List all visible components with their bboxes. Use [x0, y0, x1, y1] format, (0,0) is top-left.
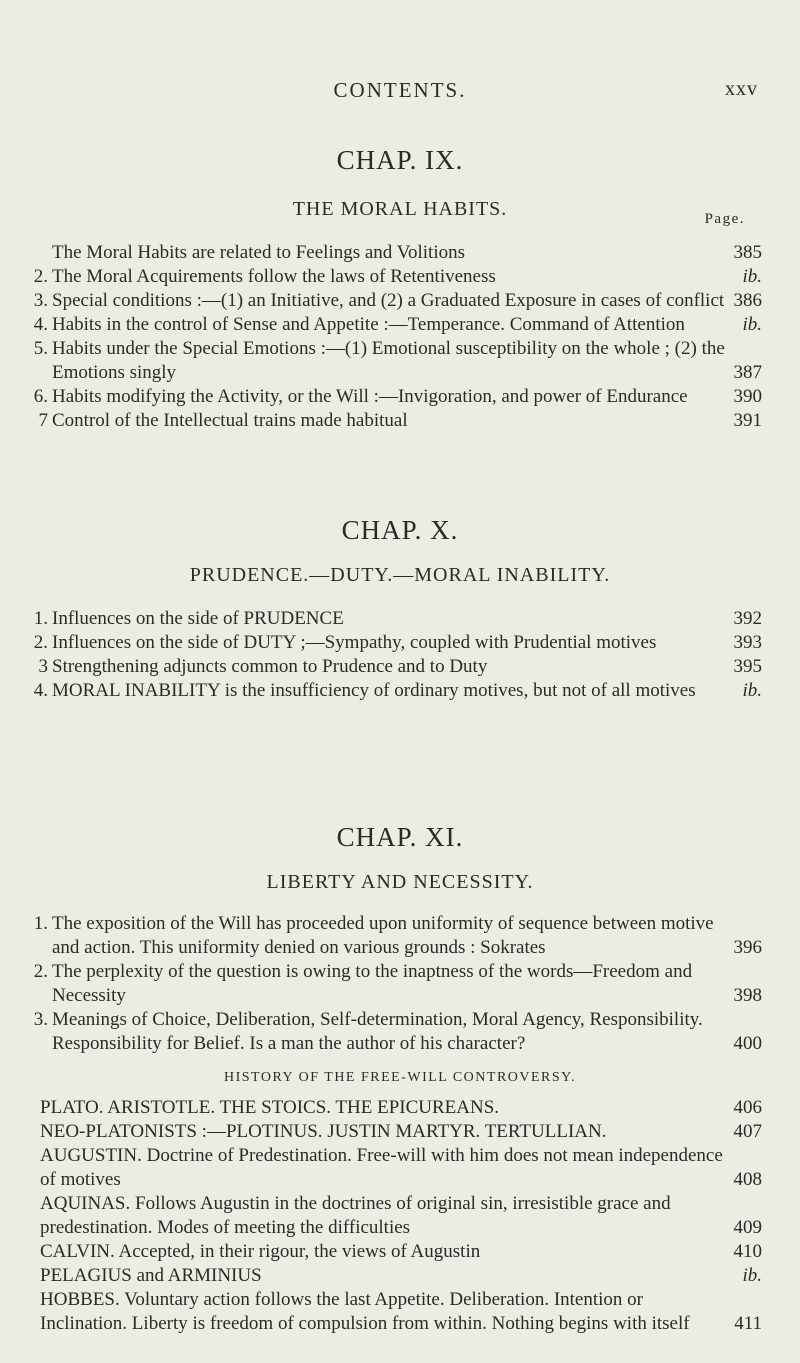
entry-page: 400	[733, 1033, 762, 1054]
entry-text: PLATO. ARISTOTLE. THE STOICS. THE EPICUREANS.	[40, 1097, 500, 1118]
entry-page: 396	[733, 937, 762, 958]
entry-page: 387	[733, 362, 762, 383]
entry-number: 5.	[33, 338, 48, 359]
toc-entry	[0, 679, 800, 703]
entry-page: 395	[733, 656, 762, 677]
history-entry	[0, 1096, 800, 1120]
entry-text: NEO-PLATONISTS :—PLOTINUS. JUSTIN MARTYR. TERTULLIAN.	[40, 1121, 607, 1142]
history-subheading: HISTORY OF THE FREE-WILL CONTROVERSY.	[224, 1070, 576, 1085]
entry-page: 407	[733, 1121, 762, 1142]
entry-number: 4.	[33, 680, 48, 701]
history-entry	[0, 1240, 800, 1264]
toc-entry	[0, 607, 800, 631]
entry-page: ib.	[742, 680, 762, 701]
entry-number: 6.	[33, 386, 48, 407]
entry-text: Strengthening adjuncts common to Prudence and to Duty	[52, 656, 488, 677]
history-entries	[0, 1096, 800, 1336]
entry-text: Habits modifying the Activity, or the Will :—Invigoration, and power of Endurance	[52, 386, 688, 407]
entry-text: Habits in the control of Sense and Appetite :—Temperance. Command of Attention	[52, 314, 685, 335]
entry-text: The exposition of the Will has proceeded upon uniformity of sequence between motive and action. This uniformity denied on various grounds : Sokrates	[52, 913, 714, 958]
chapter-heading: CHAP. IX.	[336, 145, 464, 175]
entry-text: The Moral Acquirements follow the laws of Retentiveness	[52, 266, 496, 287]
entry-text: Habits under the Special Emotions :—(1) Emotional susceptibility on the whole ; (2) the Emotions singly	[52, 338, 725, 383]
toc-entry	[0, 1008, 800, 1056]
entry-text: Control of the Intellectual trains made habitual	[52, 410, 408, 431]
chapter-entries	[0, 241, 800, 433]
running-head-title: CONTENTS.	[333, 78, 467, 102]
entry-page: ib.	[742, 314, 762, 335]
history-entry	[0, 1192, 800, 1240]
entry-number: 2.	[33, 632, 48, 653]
entry-number: 2.	[33, 961, 48, 982]
toc-entry	[0, 631, 800, 655]
entry-text: CALVIN. Accepted, in their rigour, the views of Augustin	[40, 1241, 481, 1262]
entry-number: 3	[38, 656, 48, 677]
running-head	[0, 78, 800, 108]
history-entry	[0, 1288, 800, 1336]
toc-entry	[0, 960, 800, 1008]
entry-text: AUGUSTIN. Doctrine of Predestination. Free-will with him does not mean independence of motives	[40, 1145, 723, 1190]
entry-page: 410	[733, 1241, 762, 1262]
history-entry	[0, 1144, 800, 1192]
page-column-label: Page.	[704, 211, 745, 227]
chapter-heading: CHAP. XI.	[336, 822, 464, 852]
entry-page: 409	[733, 1217, 762, 1238]
chapter-entries	[0, 607, 800, 703]
entry-text: Influences on the side of PRUDENCE	[52, 608, 344, 629]
entry-page: 392	[733, 608, 762, 629]
entry-number: 7	[38, 410, 48, 431]
entry-page: ib.	[742, 266, 762, 287]
entry-text: Special conditions :—(1) an Initiative, and (2) a Graduated Exposure in cases of conflict	[52, 290, 725, 311]
entry-page: ib.	[742, 1265, 762, 1286]
history-entry	[0, 1264, 800, 1288]
toc-entry	[0, 385, 800, 409]
entry-number: 1.	[33, 913, 48, 934]
entry-page: 391	[733, 410, 762, 431]
toc-entry	[0, 337, 800, 385]
entry-number: 4.	[33, 314, 48, 335]
entry-number: 3.	[33, 1009, 48, 1030]
chapter-x	[0, 515, 800, 703]
toc-entry	[0, 265, 800, 289]
entry-text: PELAGIUS and ARMINIUS	[40, 1265, 262, 1286]
entry-text: MORAL INABILITY is the insufficiency of ordinary motives, but not of all motives	[52, 680, 696, 701]
toc-entry	[0, 313, 800, 337]
entry-page: 406	[733, 1097, 762, 1118]
entry-page: 390	[733, 386, 762, 407]
page-folio: xxv	[725, 78, 758, 100]
toc-entry	[0, 655, 800, 679]
entry-page: 411	[734, 1313, 762, 1334]
toc-entry	[0, 912, 800, 960]
toc-entry	[0, 409, 800, 433]
chapter-xi	[0, 822, 800, 1336]
entry-page: 393	[733, 632, 762, 653]
entry-text: The Moral Habits are related to Feelings and Volitions	[52, 242, 465, 263]
chapter-title: THE MORAL HABITS.	[292, 198, 508, 220]
chapter-title: LIBERTY AND NECESSITY.	[266, 871, 534, 893]
entry-page: 398	[733, 985, 762, 1006]
chapter-ix	[0, 145, 800, 433]
entry-page: 385	[733, 242, 762, 263]
chapter-title: PRUDENCE.—DUTY.—MORAL INABILITY.	[189, 564, 611, 586]
entry-number: 2.	[33, 266, 48, 287]
chapter-heading: CHAP. X.	[341, 515, 459, 545]
toc-entry	[0, 289, 800, 313]
entry-page: 408	[733, 1169, 762, 1190]
entry-number: 3.	[33, 290, 48, 311]
entry-text: Influences on the side of DUTY ;—Sympathy, coupled with Prudential motives	[52, 632, 657, 653]
entry-text: Meanings of Choice, Deliberation, Self-determination, Moral Agency, Responsibility. Responsibility for Belief. Is a man the author of his character?	[52, 1009, 703, 1054]
entry-page: 386	[733, 290, 762, 311]
history-entry	[0, 1120, 800, 1144]
chapter-entries	[0, 912, 800, 1056]
entry-text: The perplexity of the question is owing to the inaptness of the words—Freedom and Necessity	[52, 961, 693, 1006]
toc-entry	[0, 241, 800, 265]
entry-number: 1.	[33, 608, 48, 629]
entry-text: HOBBES. Voluntary action follows the last Appetite. Deliberation. Intention or Inclination. Liberty is freedom of compulsion from within. Nothing begins with itself	[40, 1289, 690, 1334]
entry-text: AQUINAS. Follows Augustin in the doctrines of original sin, irresistible grace and predestination. Modes of meeting the difficulties	[40, 1193, 671, 1238]
